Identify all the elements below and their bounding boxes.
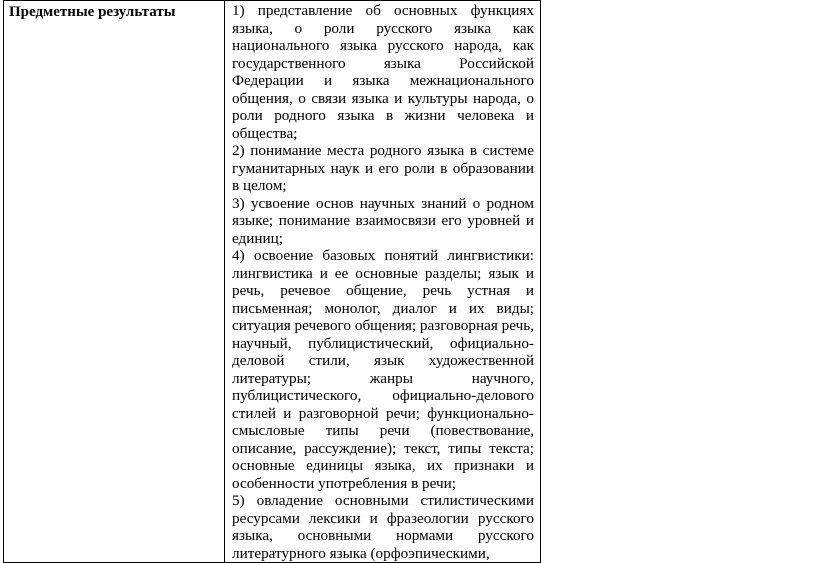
results-table	[3, 0, 541, 563]
list-item: 1) представление об основных функциях языка, о роли русского языка как национального языка русского народа, как государственного языка Российской Федерации и языка межнационального общения, о связи языка и культуры народа, о роли родного языка в жизни человека и общества;	[232, 2, 534, 142]
list-item: 5) овладение основными стилистическими ресурсами лексики и фразеологии русского языка, основными нормами русского литературного языка (орфоэпическими,	[232, 492, 534, 562]
list-item: 3) усвоение основ научных знаний о родном языке; понимание взаимосвязи его уровней и единиц;	[232, 194, 534, 247]
content-cell	[225, 1, 541, 563]
list-item: 2) понимание места родного языка в системе гуманитарных наук и его роли в образовании в целом;	[232, 142, 534, 194]
table-row	[4, 1, 541, 563]
heading-cell	[4, 1, 225, 563]
section-heading: Предметные результаты	[9, 4, 176, 20]
list-item: 4) освоение базовых понятий лингвистики: лингвистика и ее основные разделы; язык и речь, речевое общение, речь устная и письменная; монолог, диалог и их виды; ситуация речевого общения; разговорная речь, научный, публицистический, официально-деловой стили, язык художественной литературы; жанры научного, публицистического, официально-делового стилей и разговорной речи; функционально-смысловые типы речи (повествование, описание, рассуждение); текст, типы текста; основные единицы языка, их признаки и особенности употребления в речи;	[232, 247, 534, 492]
